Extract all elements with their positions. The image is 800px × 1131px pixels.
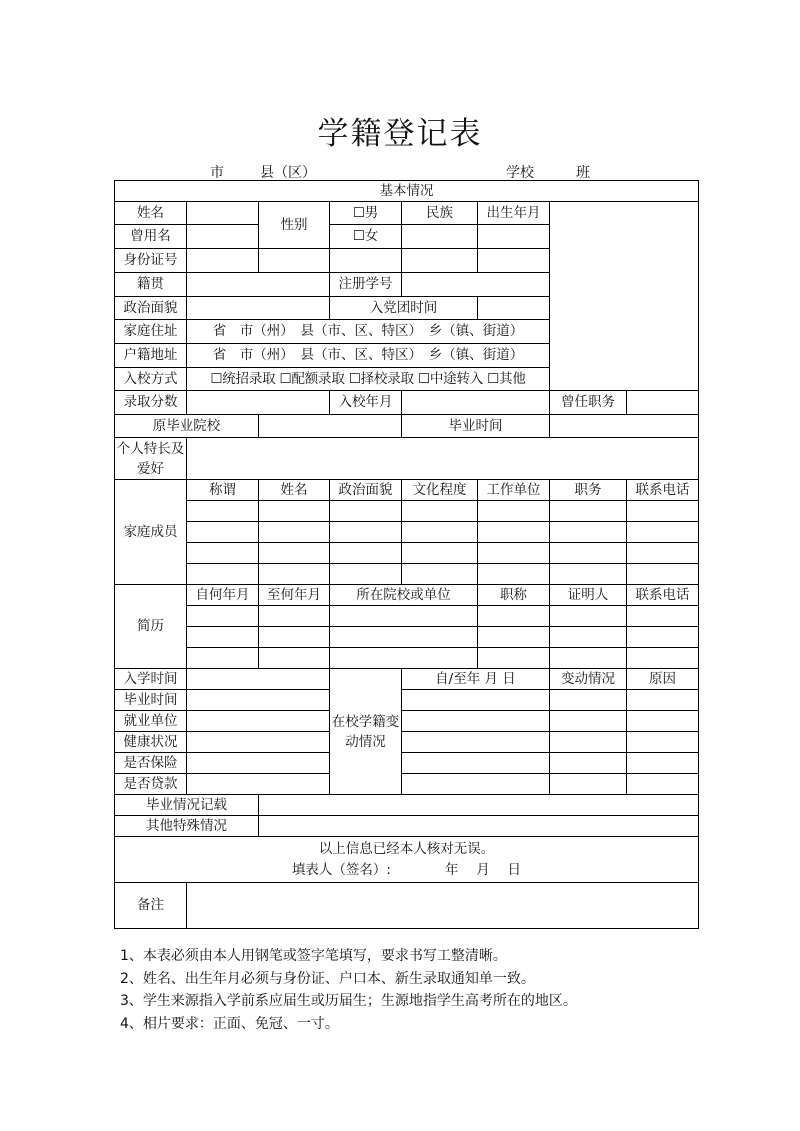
field-political[interactable] (187, 297, 330, 320)
label-native-place: 籍贯 (115, 273, 187, 297)
family-cell[interactable] (550, 543, 627, 564)
resume-col-header: 联系电话 (627, 585, 699, 606)
header-class-label: 班 (576, 165, 590, 181)
resume-col-header: 所在院校或单位 (330, 585, 478, 606)
field-join-time[interactable] (478, 297, 550, 320)
label-graduation-time: 毕业时间 (115, 690, 187, 711)
status-cell[interactable] (627, 753, 699, 774)
instructions-notes (120, 945, 577, 1035)
status-cell[interactable] (627, 732, 699, 753)
resume-cell[interactable] (330, 627, 478, 648)
family-cell[interactable] (478, 564, 550, 585)
resume-cell[interactable] (478, 648, 550, 669)
family-cell[interactable] (402, 501, 478, 522)
status-cell[interactable] (402, 753, 550, 774)
resume-cell[interactable] (259, 627, 330, 648)
field-remarks[interactable] (187, 883, 699, 929)
field-id-5[interactable] (478, 249, 550, 273)
resume-cell[interactable] (187, 648, 259, 669)
field-birth[interactable] (478, 225, 550, 249)
field-grad-time[interactable] (550, 415, 699, 438)
family-col-header: 称谓 (187, 480, 259, 501)
family-cell[interactable] (187, 564, 259, 585)
field-employer[interactable] (187, 711, 330, 732)
family-cell[interactable] (330, 564, 402, 585)
resume-col-header: 自何年月 (187, 585, 259, 606)
family-cell[interactable] (259, 543, 330, 564)
note-item: 2、姓名、出生年月必须与身份证、户口本、新生录取通知单一致。 (120, 970, 535, 987)
status-col-change: 变动情况 (550, 669, 627, 690)
resume-cell[interactable] (478, 627, 550, 648)
registration-form-table (114, 180, 699, 929)
header-county-label: 县（区） (260, 165, 316, 181)
status-cell[interactable] (627, 690, 699, 711)
checkbox-female[interactable]: ☐女 (330, 225, 402, 249)
field-prev-school[interactable] (259, 415, 402, 438)
family-cell[interactable] (330, 522, 402, 543)
family-cell[interactable] (550, 501, 627, 522)
label-ethnicity: 民族 (402, 202, 478, 225)
field-ethnicity[interactable] (402, 225, 478, 249)
field-id-4[interactable] (402, 249, 478, 273)
resume-cell[interactable] (627, 606, 699, 627)
label-household-address: 户籍地址 (115, 344, 187, 368)
resume-cell[interactable] (627, 627, 699, 648)
field-insured[interactable] (187, 753, 330, 774)
family-cell[interactable] (259, 522, 330, 543)
header-school-label: 学校 (506, 165, 534, 181)
family-cell[interactable] (330, 543, 402, 564)
family-col-header: 文化程度 (402, 480, 478, 501)
resume-cell[interactable] (478, 606, 550, 627)
photo-area[interactable] (550, 202, 699, 391)
label-enrollment-time: 入学时间 (115, 669, 187, 690)
family-cell[interactable] (627, 522, 699, 543)
label-score: 录取分数 (115, 391, 187, 415)
label-political: 政治面貌 (115, 297, 187, 320)
status-cell[interactable] (550, 732, 627, 753)
status-cell[interactable] (402, 690, 550, 711)
field-native-place[interactable] (187, 273, 330, 297)
field-id-1[interactable] (187, 249, 259, 273)
field-household-address[interactable]: 省 市（州） 县（市、区、特区） 乡（镇、街道） (187, 344, 550, 368)
label-resume: 简历 (115, 585, 187, 669)
resume-cell[interactable] (550, 648, 627, 669)
resume-col-header: 职称 (478, 585, 550, 606)
family-col-header: 联系电话 (627, 480, 699, 501)
resume-col-header: 至何年月 (259, 585, 330, 606)
family-col-header: 职务 (550, 480, 627, 501)
status-col-date-range: 自/至年 月 日 (402, 669, 550, 690)
field-enroll-month[interactable] (402, 391, 550, 415)
label-former-name: 曾用名 (115, 225, 187, 249)
family-cell[interactable] (330, 501, 402, 522)
resume-cell[interactable] (627, 648, 699, 669)
label-loan: 是否贷款 (115, 774, 187, 795)
resume-cell[interactable] (330, 648, 478, 669)
family-cell[interactable] (187, 522, 259, 543)
field-graduation-record[interactable] (259, 795, 699, 816)
field-id-2[interactable] (259, 249, 330, 273)
status-cell[interactable] (550, 774, 627, 795)
resume-cell[interactable] (550, 606, 627, 627)
label-employer: 就业单位 (115, 711, 187, 732)
field-talents[interactable] (187, 438, 699, 480)
note-item: 1、本表必须由本人用钢笔或签字笔填写，要求书写工整清晰。 (120, 948, 507, 964)
label-other-special: 其他特殊情况 (115, 816, 259, 837)
field-former-post[interactable] (627, 391, 699, 415)
confirmation-text: 以上信息已经本人核对无误。 (318, 840, 495, 857)
family-col-header: 姓名 (259, 480, 330, 501)
status-cell[interactable] (550, 753, 627, 774)
checkbox-male[interactable]: ☐男 (330, 202, 402, 225)
label-graduation-record: 毕业情况记载 (115, 795, 259, 816)
label-enroll-month: 入校年月 (330, 391, 402, 415)
label-talents: 个人特长及爱好 (115, 438, 187, 480)
status-cell[interactable] (627, 711, 699, 732)
resume-cell[interactable] (187, 606, 259, 627)
resume-cell[interactable] (550, 627, 627, 648)
field-score[interactable] (187, 391, 330, 415)
family-cell[interactable] (187, 543, 259, 564)
field-enrollment-time[interactable] (187, 669, 330, 690)
label-status-change: 在校学籍变动情况 (330, 669, 402, 795)
label-family-members: 家庭成员 (115, 480, 187, 585)
family-col-header: 工作单位 (478, 480, 550, 501)
family-cell[interactable] (550, 522, 627, 543)
status-cell[interactable] (402, 711, 550, 732)
admission-mode-options[interactable]: ☐统招录取 ☐配额录取 ☐择校录取 ☐中途转入 ☐其他 (187, 368, 550, 391)
family-cell[interactable] (478, 543, 550, 564)
family-cell[interactable] (550, 564, 627, 585)
status-cell[interactable] (402, 774, 550, 795)
label-id-number: 身份证号 (115, 249, 187, 273)
status-cell[interactable] (550, 711, 627, 732)
field-other-special[interactable] (259, 816, 699, 837)
family-cell[interactable] (402, 564, 478, 585)
status-cell[interactable] (402, 732, 550, 753)
status-col-reason: 原因 (627, 669, 699, 690)
confirmation-block (115, 837, 699, 883)
family-cell[interactable] (478, 501, 550, 522)
field-reg-number[interactable] (402, 273, 550, 297)
label-birth: 出生年月 (478, 202, 550, 225)
label-reg-number: 注册学号 (330, 273, 402, 297)
page-title: 学籍登记表 (317, 116, 483, 152)
label-former-post: 曾任职务 (550, 391, 627, 415)
label-name: 姓名 (115, 202, 187, 225)
label-gender: 性别 (259, 202, 330, 249)
label-prev-school: 原毕业院校 (115, 415, 259, 438)
note-item: 4、相片要求：正面、免冠、一寸。 (120, 1015, 339, 1032)
note-item: 3、学生来源指入学前系应届生或历届生；生源地指学生高考所在的地区。 (120, 993, 577, 1009)
label-remarks: 备注 (115, 883, 187, 929)
field-id-3[interactable] (330, 249, 402, 273)
family-cell[interactable] (259, 501, 330, 522)
label-grad-time: 毕业时间 (402, 415, 550, 438)
resume-cell[interactable] (187, 627, 259, 648)
family-cell[interactable] (627, 564, 699, 585)
family-cell[interactable] (478, 522, 550, 543)
family-cell[interactable] (402, 543, 478, 564)
label-health: 健康状况 (115, 732, 187, 753)
field-name[interactable] (187, 202, 259, 225)
field-former-name[interactable] (187, 225, 259, 249)
field-loan[interactable] (187, 774, 330, 795)
resume-col-header: 证明人 (550, 585, 627, 606)
field-graduation-time[interactable] (187, 690, 330, 711)
family-col-header: 政治面貌 (330, 480, 402, 501)
resume-cell[interactable] (259, 648, 330, 669)
label-home-address: 家庭住址 (115, 320, 187, 344)
field-health[interactable] (187, 732, 330, 753)
label-join-time: 入党团时间 (330, 297, 478, 320)
label-admission-mode: 入校方式 (115, 368, 187, 391)
status-cell[interactable] (627, 774, 699, 795)
resume-cell[interactable] (259, 606, 330, 627)
family-cell[interactable] (402, 522, 478, 543)
section-basic-info: 基本情况 (115, 181, 699, 202)
status-cell[interactable] (550, 690, 627, 711)
label-insured: 是否保险 (115, 753, 187, 774)
family-cell[interactable] (627, 543, 699, 564)
family-cell[interactable] (259, 564, 330, 585)
signature-line[interactable]: 填表人（签名）: 年 月 日 (291, 861, 522, 878)
header-city-label: 市 (210, 165, 224, 181)
family-cell[interactable] (187, 501, 259, 522)
resume-cell[interactable] (330, 606, 478, 627)
family-cell[interactable] (627, 501, 699, 522)
field-home-address[interactable]: 省 市（州） 县（市、区、特区） 乡（镇、街道） (187, 320, 550, 344)
